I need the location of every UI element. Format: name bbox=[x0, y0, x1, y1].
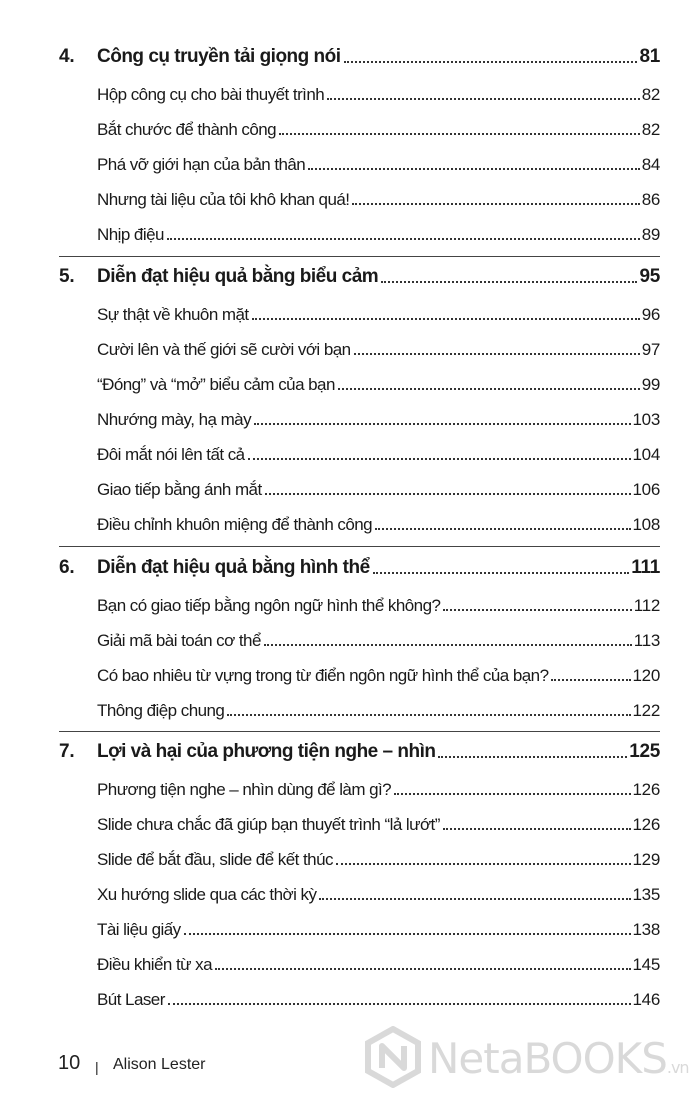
section-title: Sự thật về khuôn mặt bbox=[97, 305, 249, 324]
section-title: Nhưng tài liệu của tôi khô khan quá! bbox=[97, 190, 350, 209]
section-title: “Đóng” và “mở” biểu cảm của bạn bbox=[97, 375, 335, 394]
chapter-heading bbox=[0, 40, 700, 70]
section-entry bbox=[0, 402, 700, 432]
dot-leader bbox=[443, 609, 631, 611]
section-page: 120 bbox=[632, 666, 660, 685]
chapter-page: 125 bbox=[629, 741, 660, 762]
section-page: 84 bbox=[641, 155, 660, 174]
section-entry bbox=[0, 947, 700, 977]
dot-leader bbox=[265, 493, 631, 495]
chapter-page: 111 bbox=[631, 557, 660, 578]
section-page: 126 bbox=[632, 815, 660, 834]
section-entry bbox=[0, 472, 700, 502]
dot-leader bbox=[215, 968, 631, 970]
chapter-page: 95 bbox=[639, 266, 660, 287]
dot-leader bbox=[308, 168, 639, 170]
section-entry bbox=[0, 147, 700, 177]
dot-leader bbox=[327, 98, 640, 100]
section-title: Phá vỡ giới hạn của bản thân bbox=[97, 155, 306, 174]
section-page: 145 bbox=[632, 955, 660, 974]
chapter-divider bbox=[59, 731, 660, 732]
section-title: Tài liệu giấy bbox=[97, 920, 181, 939]
section-page: 97 bbox=[641, 340, 660, 359]
section-entry bbox=[0, 588, 700, 618]
section-title: Bút Laser bbox=[97, 990, 165, 1009]
section-title: Slide chưa chắc đã giúp bạn thuyết trình “lả lướt” bbox=[97, 815, 440, 834]
section-entry bbox=[0, 297, 700, 327]
section-page: 82 bbox=[641, 85, 660, 104]
section-page: 82 bbox=[641, 120, 660, 139]
netabooks-logo-icon bbox=[362, 1026, 424, 1088]
section-title: Giải mã bài toán cơ thể bbox=[97, 631, 261, 650]
dot-leader bbox=[168, 1003, 631, 1005]
dot-leader bbox=[344, 61, 638, 63]
chapter-title: Công cụ truyền tải giọng nói bbox=[97, 46, 341, 67]
section-title: Cười lên và thế giới sẽ cười với bạn bbox=[97, 340, 351, 359]
chapter-page: 81 bbox=[639, 46, 660, 67]
section-entry bbox=[0, 112, 700, 142]
section-title: Giao tiếp bằng ánh mắt bbox=[97, 480, 262, 499]
section-entry bbox=[0, 877, 700, 907]
section-title: Slide để bắt đầu, slide để kết thúc bbox=[97, 850, 333, 869]
section-entry bbox=[0, 77, 700, 107]
dot-leader bbox=[352, 203, 639, 205]
footer-page-number: 10 bbox=[58, 1052, 81, 1074]
chapter-number: 4. bbox=[59, 46, 75, 67]
dot-leader bbox=[338, 388, 640, 390]
chapter-heading bbox=[0, 260, 700, 290]
section-entry bbox=[0, 912, 700, 942]
section-entry bbox=[0, 623, 700, 653]
dot-leader bbox=[319, 898, 630, 900]
watermark-suffix: .vn bbox=[666, 1058, 689, 1077]
chapter-number: 5. bbox=[59, 266, 75, 287]
section-title: Điều chỉnh khuôn miệng để thành công bbox=[97, 515, 373, 534]
section-page: 146 bbox=[632, 990, 660, 1009]
section-page: 135 bbox=[632, 885, 660, 904]
dot-leader bbox=[373, 572, 630, 574]
chapter-divider bbox=[59, 546, 660, 547]
section-title: Đôi mắt nói lên tất cả bbox=[97, 445, 245, 464]
chapter-title: Diễn đạt hiệu quả bằng hình thể bbox=[97, 557, 370, 578]
section-page: 112 bbox=[633, 596, 660, 615]
dot-leader bbox=[184, 933, 631, 935]
dot-leader bbox=[551, 679, 630, 681]
dot-leader bbox=[254, 423, 630, 425]
dot-leader bbox=[279, 133, 640, 135]
chapter-divider bbox=[59, 256, 660, 257]
watermark-text: NetaBOOKS.vn bbox=[428, 1034, 689, 1083]
section-title: Nhướng mày, hạ mày bbox=[97, 410, 252, 429]
footer-separator: | bbox=[95, 1059, 99, 1075]
section-entry bbox=[0, 437, 700, 467]
section-page: 126 bbox=[632, 780, 660, 799]
dot-leader bbox=[381, 281, 637, 283]
section-entry bbox=[0, 842, 700, 872]
dot-leader bbox=[167, 238, 640, 240]
section-title: Thông điệp chung bbox=[97, 701, 225, 720]
section-page: 122 bbox=[632, 701, 660, 720]
section-entry bbox=[0, 772, 700, 802]
dot-leader bbox=[394, 793, 630, 795]
dot-leader bbox=[354, 353, 640, 355]
section-entry bbox=[0, 507, 700, 537]
section-entry bbox=[0, 217, 700, 247]
chapter-title: Diễn đạt hiệu quả bằng biểu cảm bbox=[97, 266, 379, 287]
section-entry bbox=[0, 807, 700, 837]
section-title: Điều khiển từ xa bbox=[97, 955, 213, 974]
section-page: 138 bbox=[632, 920, 660, 939]
dot-leader bbox=[252, 318, 640, 320]
section-page: 96 bbox=[641, 305, 660, 324]
section-entry bbox=[0, 693, 700, 723]
chapter-number: 7. bbox=[59, 741, 75, 762]
chapter-heading bbox=[0, 735, 700, 765]
section-page: 108 bbox=[632, 515, 660, 534]
dot-leader bbox=[375, 528, 630, 530]
section-page: 89 bbox=[641, 225, 660, 244]
netabooks-watermark bbox=[362, 1026, 689, 1096]
section-title: Nhịp điệu bbox=[97, 225, 164, 244]
footer-author: Alison Lester bbox=[113, 1056, 206, 1073]
chapter-title: Lợi và hại của phương tiện nghe – nhìn bbox=[97, 741, 436, 762]
section-page: 86 bbox=[641, 190, 660, 209]
section-title: Bạn có giao tiếp bằng ngôn ngữ hình thể không? bbox=[97, 596, 441, 615]
dot-leader bbox=[336, 863, 631, 865]
dot-leader bbox=[227, 714, 630, 716]
dot-leader bbox=[438, 756, 627, 758]
section-entry bbox=[0, 332, 700, 362]
section-page: 99 bbox=[641, 375, 660, 394]
section-title: Hộp công cụ cho bài thuyết trình bbox=[97, 85, 325, 104]
section-entry bbox=[0, 982, 700, 1012]
section-page: 103 bbox=[632, 410, 660, 429]
section-page: 106 bbox=[632, 480, 660, 499]
dot-leader bbox=[443, 828, 631, 830]
chapter-number: 6. bbox=[59, 557, 75, 578]
section-entry bbox=[0, 367, 700, 397]
section-title: Phương tiện nghe – nhìn dùng để làm gì? bbox=[97, 780, 392, 799]
section-title: Xu hướng slide qua các thời kỳ bbox=[97, 885, 317, 904]
section-entry bbox=[0, 658, 700, 688]
section-title: Bắt chước để thành công bbox=[97, 120, 277, 139]
section-page: 113 bbox=[633, 631, 660, 650]
chapter-heading bbox=[0, 551, 700, 581]
section-page: 104 bbox=[632, 445, 660, 464]
section-entry bbox=[0, 182, 700, 212]
section-title: Có bao nhiêu từ vựng trong từ điển ngôn ngữ hình thể của bạn? bbox=[97, 666, 549, 685]
dot-leader bbox=[264, 644, 632, 646]
dot-leader bbox=[248, 458, 631, 460]
section-page: 129 bbox=[632, 850, 660, 869]
